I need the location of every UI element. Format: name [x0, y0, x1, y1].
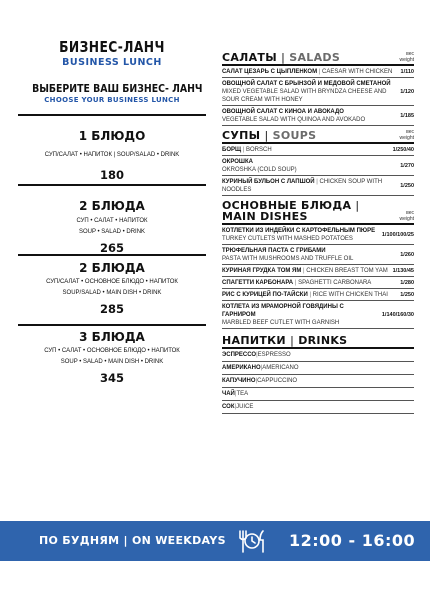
item-weight: 1/260: [400, 251, 414, 258]
menu-item: КАПУЧИНО|CAPPUCCINO: [222, 375, 414, 388]
weight-header: вес weight: [399, 210, 414, 222]
lunch-option-composition: СУП/САЛАТ • ОСНОВНОЕ БЛЮДО • НАПИТОК: [46, 279, 178, 285]
business-lunch-panel: [18, 38, 206, 394]
menu-item: КОТЛЕТКИ ИЗ ИНДЕЙКИ С КАРТОФЕЛЬНЫМ ПЮРЕ TURKEY CUTLETS WITH MASHED POTATOES 1/100/100/25: [222, 225, 414, 245]
menu-item: САЛАТ ЦЕЗАРЬ С ЦЫПЛЕНКОМ | CAESAR WITH CHICKEN 1/110: [222, 66, 414, 78]
lunch-option-composition-en: SOUP • SALAD • MAIN DISH • DRINK: [60, 359, 164, 365]
item-weight: 1/130/45: [392, 267, 414, 274]
menu-item: ОКРОШКА OKROSHKA (COLD SOUP) 1/270: [222, 156, 414, 176]
item-weight: 1/100/100/25: [381, 231, 414, 238]
menu-item: СОК|JUICE: [222, 401, 414, 414]
drinks-header: [222, 335, 414, 349]
soups-header: [222, 130, 414, 144]
menu-item: ЧАЙ|TEA: [222, 388, 414, 401]
menu-item: РИС С КУРИЦЕЙ ПО-ТАЙСКИ | RICE WITH CHICKEN THAI 1/250: [222, 289, 414, 301]
lunch-option-composition: СУП • САЛАТ • НАПИТОК: [76, 218, 148, 224]
menu-item: КУРИНЫЙ БУЛЬОН С ЛАПШОЙ | CHICKEN SOUP WITH NOODLES 1/250: [222, 176, 414, 196]
page-subtitle: BUSINESS LUNCH: [62, 57, 162, 68]
lunch-option-name: 2 БЛЮДА: [79, 261, 145, 275]
lunch-option-price: 265: [99, 241, 124, 255]
item-weight: 1/250/40: [392, 146, 414, 153]
lunch-option-1: [18, 114, 206, 184]
item-weight: 1/250: [400, 291, 414, 298]
item-weight: 1/250: [400, 182, 414, 189]
menu-item: КОТЛЕТА ИЗ МРАМОРНОЙ ГОВЯДИНЫ С ГАРНИРОМ MARBLED BEEF CUTLET WITH GARNISH 1/140/160/30: [222, 301, 414, 329]
choose-heading: ВЫБЕРИТЕ ВАШ БИЗНЕС- ЛАНЧ: [32, 82, 203, 95]
lunch-option-composition: СУП/САЛАТ • НАПИТОК | SOUP/SALAD • DRINK: [44, 152, 180, 158]
menu-item: СПАГЕТТИ КАРБОНАРА | SPAGHETTI CARBONARA 1/280: [222, 277, 414, 289]
lunch-option-composition: СУП • САЛАТ • ОСНОВНОЕ БЛЮДО • НАПИТОК: [44, 348, 180, 354]
lunch-option-composition-en: SOUP/SALAD • MAIN DISH • DRINK: [62, 290, 162, 296]
item-weight: 1/185: [400, 112, 414, 119]
page-title: БИЗНЕС-ЛАНЧ: [59, 38, 165, 56]
item-weight: 1/270: [400, 162, 414, 169]
weight-header: вес weight: [399, 129, 414, 141]
menu-item: ОВОЩНОЙ САЛАТ С КИНОА И АВОКАДО VEGETABLE SALAD WITH QUINOA AND AVOKADO 1/185: [222, 106, 414, 126]
item-weight: 1/280: [400, 279, 414, 286]
cutlery-clock-icon: [236, 527, 268, 555]
item-weight: 1/120: [400, 88, 414, 95]
weekday-hours-banner: [0, 521, 430, 561]
lunch-option-4: [18, 324, 206, 394]
lunch-option-price: 180: [99, 168, 124, 182]
lunch-option-name: 1 БЛЮДО: [78, 129, 146, 143]
lunch-option-name: 3 БЛЮДА: [79, 330, 145, 344]
salads-title: САЛАТЫ | SALADS: [222, 51, 341, 64]
menu-panel: [222, 52, 414, 414]
lunch-option-price: 285: [99, 302, 124, 316]
menu-item: КУРИНАЯ ГРУДКА ТОМ ЯМ | CHICKEN BREAST TOM YAM 1/130/45: [222, 265, 414, 277]
lunch-option-composition-en: SOUP • SALAD • DRINK: [78, 229, 146, 235]
mains-title: ОСНОВНЫЕ БЛЮДА | MAIN DISHES: [222, 199, 360, 223]
weekday-label: ПО БУДНЯМ | ON WEEKDAYS: [39, 534, 226, 547]
menu-item: АМЕРИКАНО|AMERICANO: [222, 362, 414, 375]
menu-item: ОВОЩНОЙ САЛАТ С БРЫНЗОЙ И МЕДОВОЙ СМЕТАНОЙ MIXED VEGETABLE SALAD WITH BRYNDZA CHEESE AND SOUR CREAM WITH HONEY 1/120: [222, 78, 414, 106]
weight-header: вес weight: [399, 51, 414, 63]
lunch-option-name: 2 БЛЮДА: [79, 199, 145, 213]
mains-header: [222, 200, 414, 225]
item-weight: 1/110: [400, 68, 414, 75]
soups-title: СУПЫ | SOUPS: [222, 129, 317, 142]
menu-item: ТРЮФЕЛЬНАЯ ПАСТА С ГРИБАМИ PASTA WITH MUSHROOMS AND TRUFFLE OIL 1/260: [222, 245, 414, 265]
lunch-option-2: [18, 184, 206, 254]
lunch-option-3: [18, 254, 206, 324]
salads-header: [222, 52, 414, 66]
menu-item: БОРЩ | BORSCH 1/250/40: [222, 144, 414, 156]
menu-item: ЭСПРЕССО|ESPRESSO: [222, 349, 414, 362]
choose-heading-en: CHOOSE YOUR BUSINESS LUNCH: [44, 96, 180, 104]
lunch-hours: 12:00 - 16:00: [289, 531, 416, 550]
lunch-option-price: 345: [99, 371, 124, 385]
item-weight: 1/140/160/30: [381, 311, 414, 318]
drinks-title: НАПИТКИ | DRINKS: [222, 334, 348, 347]
